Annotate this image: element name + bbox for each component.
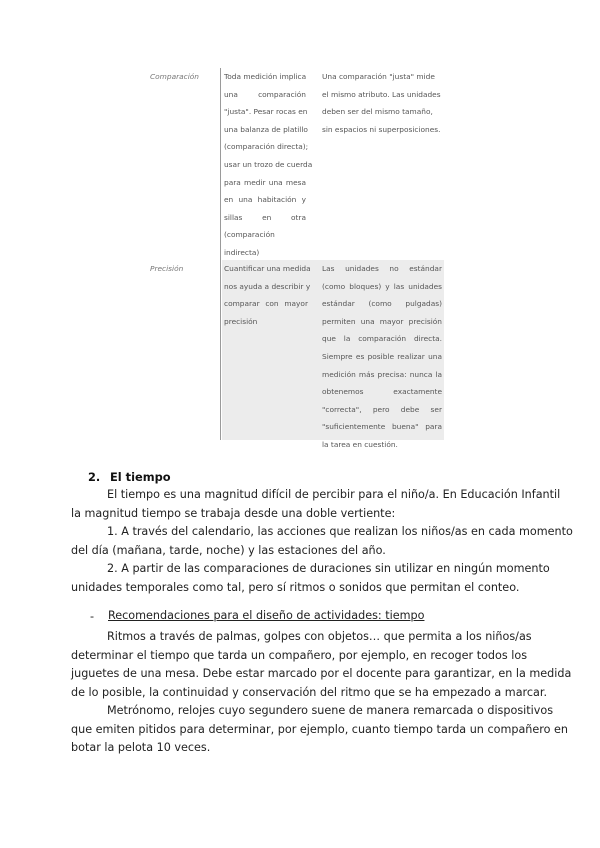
recommendations-title: Recomendaciones para el diseño de actividades: tiempo: [108, 609, 425, 622]
bullet-dash: -: [90, 610, 95, 623]
row-label-precision: Precisión: [150, 264, 184, 273]
row2-col1: Cuantificar una medida nos ayuda a describir y comparar con mayor precisión: [224, 264, 311, 326]
recommendations-paragraph-2: Metrónomo, relojes cuyo segundero suene de manera remarcada o dispositivos que emiten pitidos para determinar, por ejemplo, cuanto tiempo tarda un compañero en botar la pelota 10 veces.: [71, 704, 569, 755]
list-item-1: 1. A través del calendario, las acciones que realizan los niños/as en cada momento del día (mañana, tarde, noche) y las estaciones del año.: [71, 525, 573, 557]
recommendations-paragraph-1: Ritmos a través de palmas, golpes con objetos… que permita a los niños/as determinar el tiempo que tarda un compañero, por ejemplo, en recoger todos los juguetes de una mesa. Debe estar marcado por el docente para garantizar, en la medida de lo posible, la continuidad y conservación del ritmo que se ha empezado a marcar.: [71, 630, 572, 699]
section-heading: [88, 470, 171, 484]
intro-paragraph: El tiempo es una magnitud difícil de percibir para el niño/a. En Educación Infantil la magnitud tiempo se trabaja desde una doble vertiente:: [71, 488, 561, 520]
section-title: El tiempo: [110, 470, 171, 484]
row-label-comparacion: Comparación: [150, 72, 199, 81]
row1-col2: Una comparación "justa" mide el mismo atributo. Las unidades deben ser del mismo tamaño, sin espacios ni superposiciones.: [322, 72, 441, 134]
table-divider: [220, 68, 221, 440]
section-number: 2.: [88, 470, 101, 484]
list-item-2: 2. A partir de las comparaciones de duraciones sin utilizar en ningún momento unidades temporales como tal, pero sí ritmos o sonidos que permitan el conteo.: [71, 562, 550, 594]
measurement-table: [150, 68, 444, 449]
row1-col1: Toda medición implica una comparación "justa". Pesar rocas en una balanza de platillo (comparación directa); usar un trozo de cuerda para medir una mesa en una habitación y sillas en otra (comparación indirecta): [224, 72, 313, 257]
row2-col2: Las unidades no estándar (como bloques) y las unidades estándar (como pulgadas) permiten una mayor precisión que la comparación directa. Siempre es posible realizar una medición más precisa: nunca la obtenemos exactamente "correcta", pero debe ser "suficientemente buena" para la tarea en cuestión.: [322, 264, 442, 449]
